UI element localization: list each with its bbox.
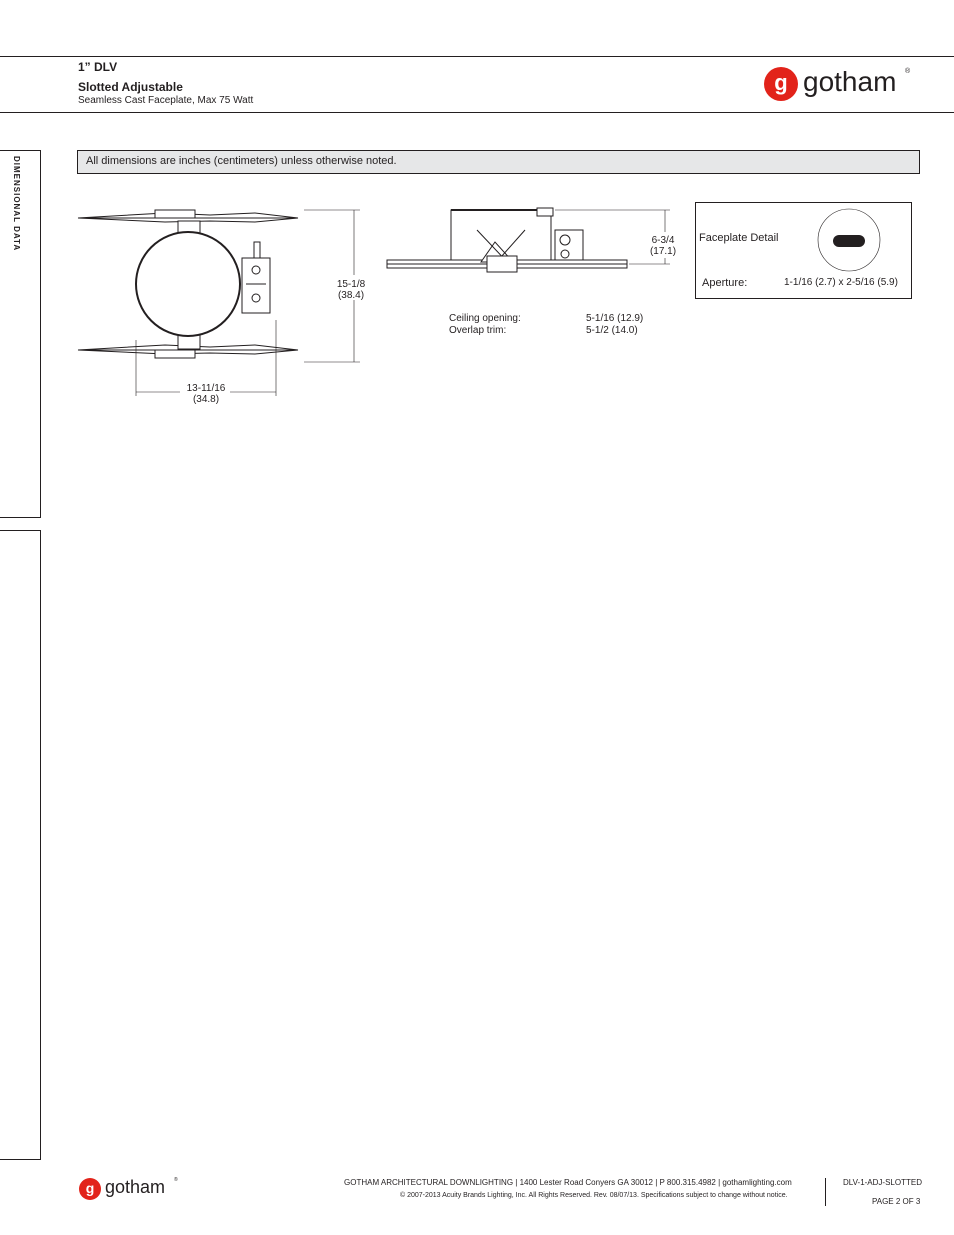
side-tab-label: DIMENSIONAL DATA xyxy=(12,156,21,252)
svg-text:g: g xyxy=(85,1180,95,1196)
side-height-cm: (17.1) xyxy=(649,246,677,257)
header-bottom-rule xyxy=(0,112,954,113)
side-view-drawing xyxy=(385,204,675,284)
plan-height-dimension xyxy=(326,279,376,301)
logo-registered-mark: ® xyxy=(905,68,911,75)
logo-wordmark: gotham xyxy=(803,66,897,97)
footer-doc-id: DLV-1-ADJ-SLOTTED xyxy=(843,1178,922,1187)
header-logo xyxy=(763,66,923,102)
units-note-box xyxy=(77,150,920,174)
product-subtitle: Slotted Adjustable xyxy=(78,80,183,94)
overlap-trim-value: 5-1/2 (14.0) xyxy=(586,325,638,336)
plan-height-cm: (38.4) xyxy=(337,290,365,301)
aperture-label: Aperture: xyxy=(702,277,748,289)
overlap-trim-label: Overlap trim: xyxy=(449,325,507,336)
aperture-value: 1-1/16 (2.7) x 2-5/16 (5.9) xyxy=(784,277,898,288)
plan-width-cm: (34.8) xyxy=(192,394,220,405)
svg-text:g: g xyxy=(774,70,788,95)
footer-copyright: © 2007-2013 Acuity Brands Lighting, Inc. All Rights Reserved. Rev. 08/07/13. Specifications subject to change without notice. xyxy=(400,1192,788,1199)
side-height-dimension xyxy=(640,235,686,257)
faceplate-detail-title: Faceplate Detail xyxy=(699,232,779,244)
plan-width-in: 13-11/16 xyxy=(186,383,226,394)
footer-logo-wordmark: gotham xyxy=(105,1177,166,1197)
footer-logo-registered-mark: ® xyxy=(174,1177,178,1183)
ceiling-opening-value: 5-1/16 (12.9) xyxy=(586,313,644,324)
page-title: 1” DLV xyxy=(78,60,118,74)
footer-address: GOTHAM ARCHITECTURAL DOWNLIGHTING | 1400 Lester Road Conyers GA 30012 | P 800.315.4982 | gothamlighting.com xyxy=(344,1178,792,1187)
units-note-text: All dimensions are inches (centimeters) unless otherwise noted. xyxy=(86,155,397,167)
plan-view-drawing xyxy=(70,200,370,405)
header-top-rule xyxy=(0,56,954,57)
faceplate-detail-box xyxy=(695,202,912,299)
ceiling-opening-label: Ceiling opening: xyxy=(449,313,521,324)
gotham-g-icon xyxy=(763,66,799,102)
plan-height-in: 15-1/8 xyxy=(336,279,366,290)
product-description: Seamless Cast Faceplate, Max 75 Watt xyxy=(78,95,254,106)
plan-width-dimension xyxy=(176,383,236,405)
footer-page-number: PAGE 2 OF 3 xyxy=(872,1197,921,1206)
footer-gotham-g-icon xyxy=(78,1177,102,1201)
footer-divider xyxy=(825,1178,826,1206)
side-height-in: 6-3/4 xyxy=(651,235,675,246)
footer-logo xyxy=(78,1177,188,1201)
side-tab-blank xyxy=(0,530,41,1160)
faceplate-aperture-icon xyxy=(816,207,882,273)
